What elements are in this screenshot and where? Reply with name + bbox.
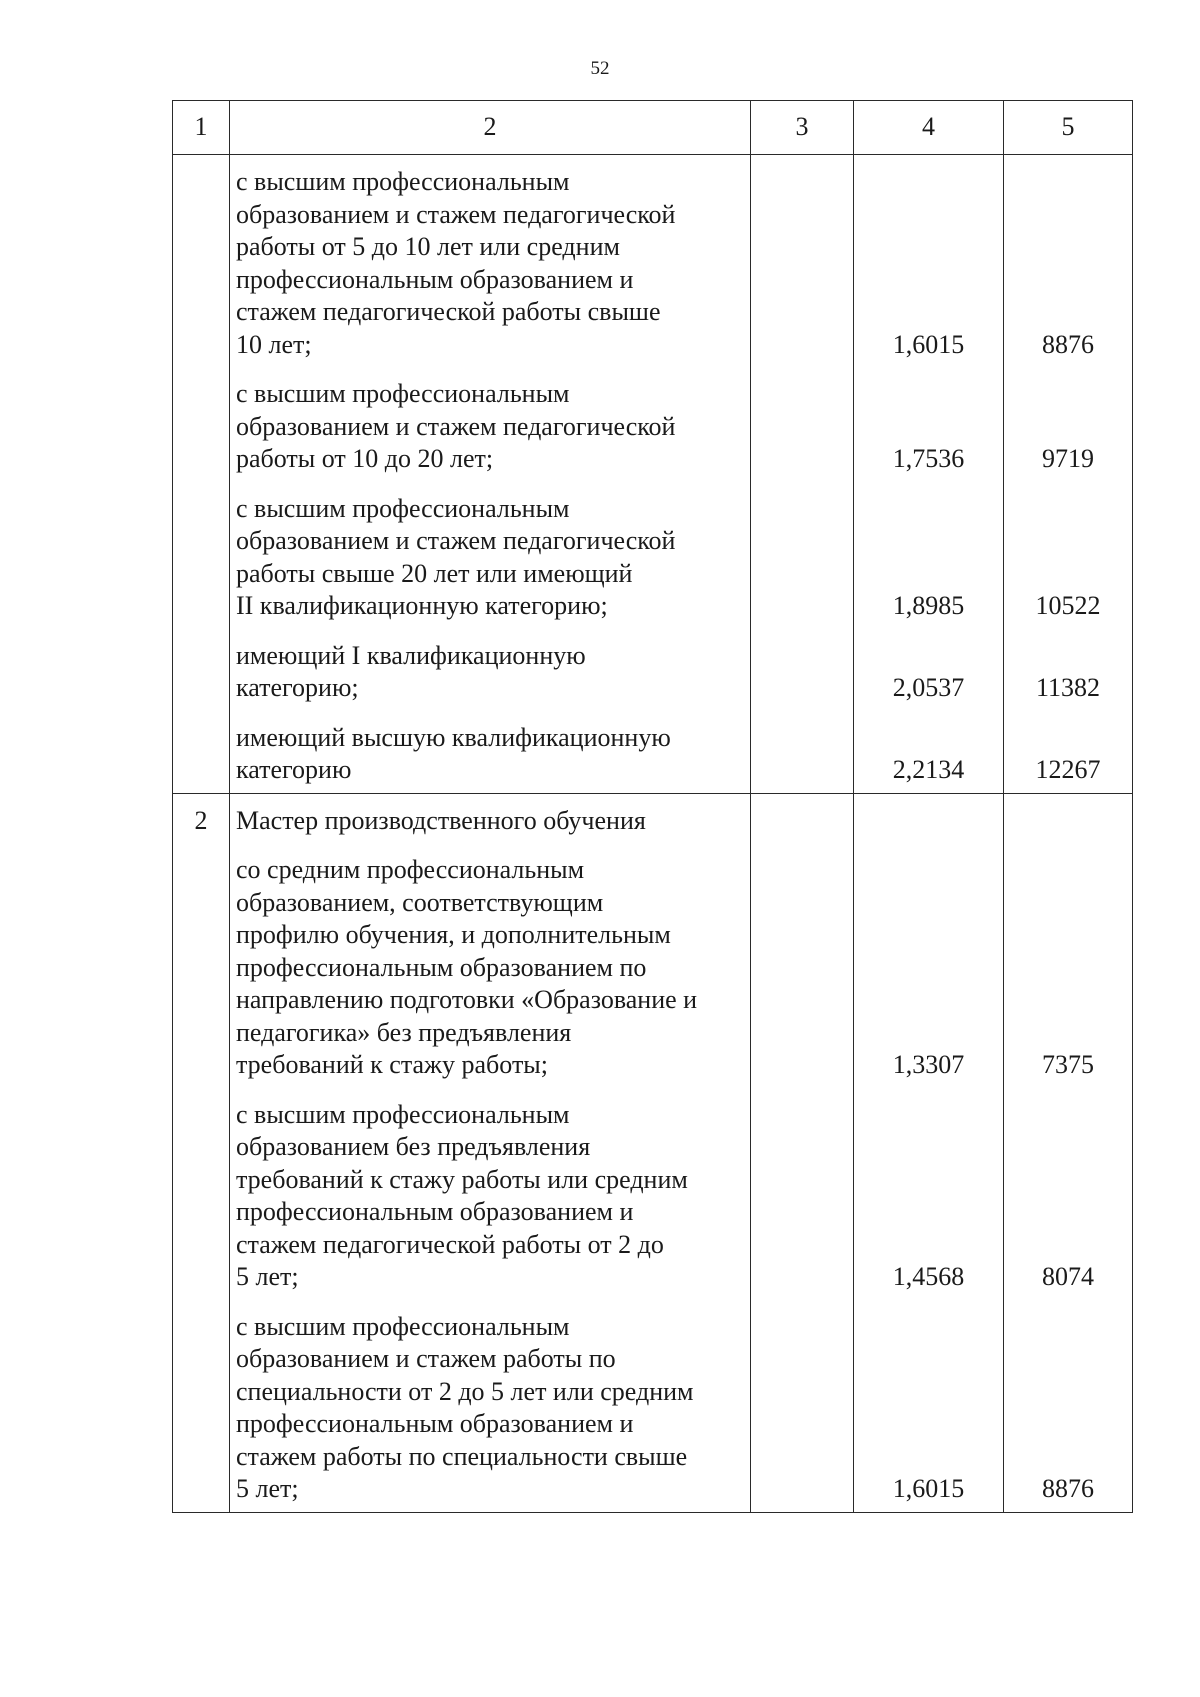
header-cell-4: 4 bbox=[854, 101, 1004, 155]
coefficient-value: 1,8985 bbox=[892, 591, 965, 620]
salary-value-block bbox=[1004, 722, 1132, 787]
entry-text: имеющий I квалификационную категорию; bbox=[236, 640, 586, 702]
salary-value-block bbox=[1004, 378, 1132, 476]
entry-text: с высшим профессиональным образованием без предъявления требований к стажу работы или средним профессиональным образованием и стажем педагогической работы от 2 до 5 лет; bbox=[236, 1099, 688, 1291]
entry-text-block bbox=[236, 166, 746, 361]
header-row bbox=[173, 101, 1133, 155]
coefficient-value-block bbox=[854, 166, 1003, 361]
salary-value-block bbox=[1004, 493, 1132, 623]
salary-cell bbox=[1004, 793, 1133, 1512]
coefficient-value: 1,7536 bbox=[892, 444, 965, 473]
entry-text-block bbox=[236, 1311, 746, 1506]
salary-value: 8876 bbox=[1042, 329, 1094, 359]
coefficient-value: 1,4568 bbox=[892, 1262, 965, 1291]
description-cell bbox=[230, 155, 751, 794]
entry-text-block bbox=[236, 378, 746, 476]
salary-value-block bbox=[1004, 1311, 1132, 1506]
entry-text-block bbox=[236, 493, 746, 623]
coefficient-value: 2,0537 bbox=[892, 673, 965, 702]
coefficient-value: 1,6015 bbox=[892, 1474, 965, 1503]
entry-text-block bbox=[236, 722, 746, 787]
page-number: 52 bbox=[590, 58, 610, 79]
salary-value-block bbox=[1004, 1099, 1132, 1294]
salary-value: 8074 bbox=[1042, 1262, 1094, 1291]
heading-spacer bbox=[854, 805, 1003, 838]
column-3-cell bbox=[751, 155, 854, 794]
entry-text-block bbox=[236, 640, 746, 705]
entry-text: имеющий высшую квалификационную категорию bbox=[236, 722, 671, 784]
salary-value-block bbox=[1004, 166, 1132, 361]
entry-text-block bbox=[236, 1099, 746, 1294]
table-row bbox=[173, 155, 1133, 794]
entry-text: с высшим профессиональным образованием и стажем работы по специальности от 2 до 5 лет или средним профессиональным образованием и стажем работы по специальности свыше 5 лет; bbox=[236, 1311, 694, 1503]
coefficient-cell bbox=[854, 155, 1004, 794]
salary-value: 9719 bbox=[1042, 444, 1094, 473]
salary-value: 12267 bbox=[1035, 755, 1101, 784]
coefficient-value-block bbox=[854, 378, 1003, 476]
coefficient-value: 1,6015 bbox=[892, 329, 965, 359]
position-heading: Мастер производственного обучения bbox=[236, 805, 646, 835]
coefficient-value-block bbox=[854, 640, 1003, 705]
coefficient-value-block bbox=[854, 1099, 1003, 1294]
header-cell-5: 5 bbox=[1004, 101, 1133, 155]
header-cell-1: 1 bbox=[173, 101, 230, 155]
coefficient-value-block bbox=[854, 1311, 1003, 1506]
coefficient-value-block bbox=[854, 854, 1003, 1082]
description-cell bbox=[230, 793, 751, 1512]
coefficient-value-block bbox=[854, 493, 1003, 623]
entry-text: с высшим профессиональным образованием и стажем педагогической работы от 10 до 20 лет; bbox=[236, 379, 676, 473]
coefficient-value: 1,3307 bbox=[892, 1050, 965, 1079]
table-row bbox=[173, 793, 1133, 1512]
row-number bbox=[173, 155, 230, 794]
header-cell-3: 3 bbox=[751, 101, 854, 155]
row-number: 2 bbox=[173, 793, 230, 1512]
entry-text: с высшим профессиональным образованием и стажем педагогической работы свыше 20 лет или имеющий II квалификационную категорию; bbox=[236, 493, 676, 620]
salary-value: 7375 bbox=[1042, 1050, 1094, 1079]
salary-value: 11382 bbox=[1035, 673, 1101, 702]
salary-cell bbox=[1004, 155, 1133, 794]
entry-text: со средним профессиональным образованием, соответствующим профилю обучения, и дополнительным профессиональным образованием по направлению подготовки «Образование и педагогика» без предъявления требований к стажу работы; bbox=[236, 855, 698, 1079]
entry-text-block bbox=[236, 854, 746, 1082]
coefficient-value: 2,2134 bbox=[892, 755, 965, 784]
column-3-cell bbox=[751, 793, 854, 1512]
heading-spacer bbox=[1004, 805, 1132, 838]
coefficient-value-block bbox=[854, 722, 1003, 787]
coefficient-cell bbox=[854, 793, 1004, 1512]
header-cell-2: 2 bbox=[230, 101, 751, 155]
salary-value: 8876 bbox=[1042, 1474, 1094, 1503]
salary-value: 10522 bbox=[1035, 591, 1101, 620]
salary-value-block bbox=[1004, 854, 1132, 1082]
salary-value-block bbox=[1004, 640, 1132, 705]
position-heading-block bbox=[236, 805, 746, 838]
entry-text: с высшим профессиональным образованием и стажем педагогической работы от 5 до 10 лет или средним профессиональным образованием и стажем педагогической работы свыше 10 лет; bbox=[236, 167, 676, 359]
salary-table bbox=[172, 100, 1133, 1513]
